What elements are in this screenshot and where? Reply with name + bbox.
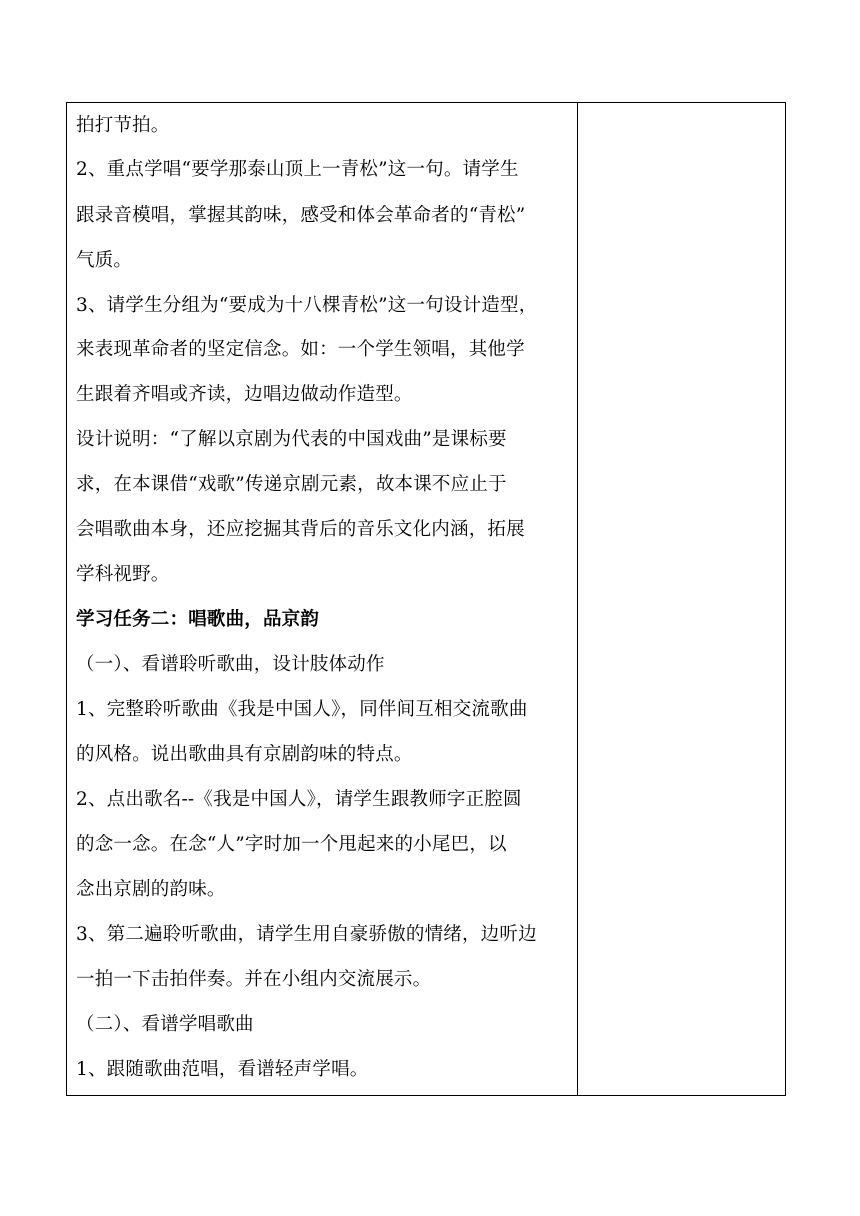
lesson-table bbox=[66, 102, 786, 1096]
text-line: 的风格。说出歌曲具有京剧韵味的特点。 bbox=[76, 744, 413, 765]
text-line: 来表现革命者的坚定信念。如：一个学生领唱，其他学 bbox=[76, 339, 525, 360]
text-line: 求，在本课借“戏歌”传递京剧元素，故本课不应止于 bbox=[76, 474, 507, 495]
text-line: 学科视野。 bbox=[76, 564, 170, 585]
text-line: 的念一念。在念“人”字时加一个甩起来的小尾巴，以 bbox=[76, 834, 507, 855]
section-heading: 学习任务二：唱歌曲，品京韵 bbox=[76, 609, 320, 630]
text-line: 会唱歌曲本身，还应挖掘其背后的音乐文化内涵，拓展 bbox=[76, 519, 525, 540]
text-line: 2、点出歌名--《我是中国人》，请学生跟教师字正腔圆 bbox=[76, 789, 522, 810]
subsection-heading: （一）、看谱聆听歌曲，设计肢体动作 bbox=[76, 654, 385, 675]
text-line: 生跟着齐唱或齐读，边唱边做动作造型。 bbox=[76, 384, 413, 405]
text-line: 3、请学生分组为“要成为十八棵青松”这一句设计造型， bbox=[76, 295, 538, 316]
text-line: 跟录音模唱，掌握其韵味，感受和体会革命者的“青松” bbox=[76, 205, 526, 226]
text-line: 3、第二遍聆听歌曲，请学生用自豪骄傲的情绪，边听边 bbox=[76, 924, 537, 945]
text-line: 气质。 bbox=[76, 250, 133, 271]
text-line: 设计说明：“了解以京剧为代表的中国戏曲”是课标要 bbox=[76, 429, 507, 450]
text-line: 2、重点学唱“要学那泰山顶上一青松”这一句。请学生 bbox=[76, 159, 519, 180]
text-line: 拍打节拍。 bbox=[76, 115, 170, 136]
notes-cell bbox=[578, 103, 785, 1095]
text-line: 念出京剧的韵味。 bbox=[76, 879, 226, 900]
text-line: 1、完整聆听歌曲《我是中国人》，同伴间互相交流歌曲 bbox=[76, 699, 528, 720]
text-line: 一拍一下击拍伴奏。并在小组内交流展示。 bbox=[76, 969, 432, 990]
lesson-content-cell bbox=[67, 103, 578, 1095]
subsection-heading: （二）、看谱学唱歌曲 bbox=[76, 1014, 254, 1035]
text-line: 1、跟随歌曲范唱，看谱轻声学唱。 bbox=[76, 1059, 369, 1080]
